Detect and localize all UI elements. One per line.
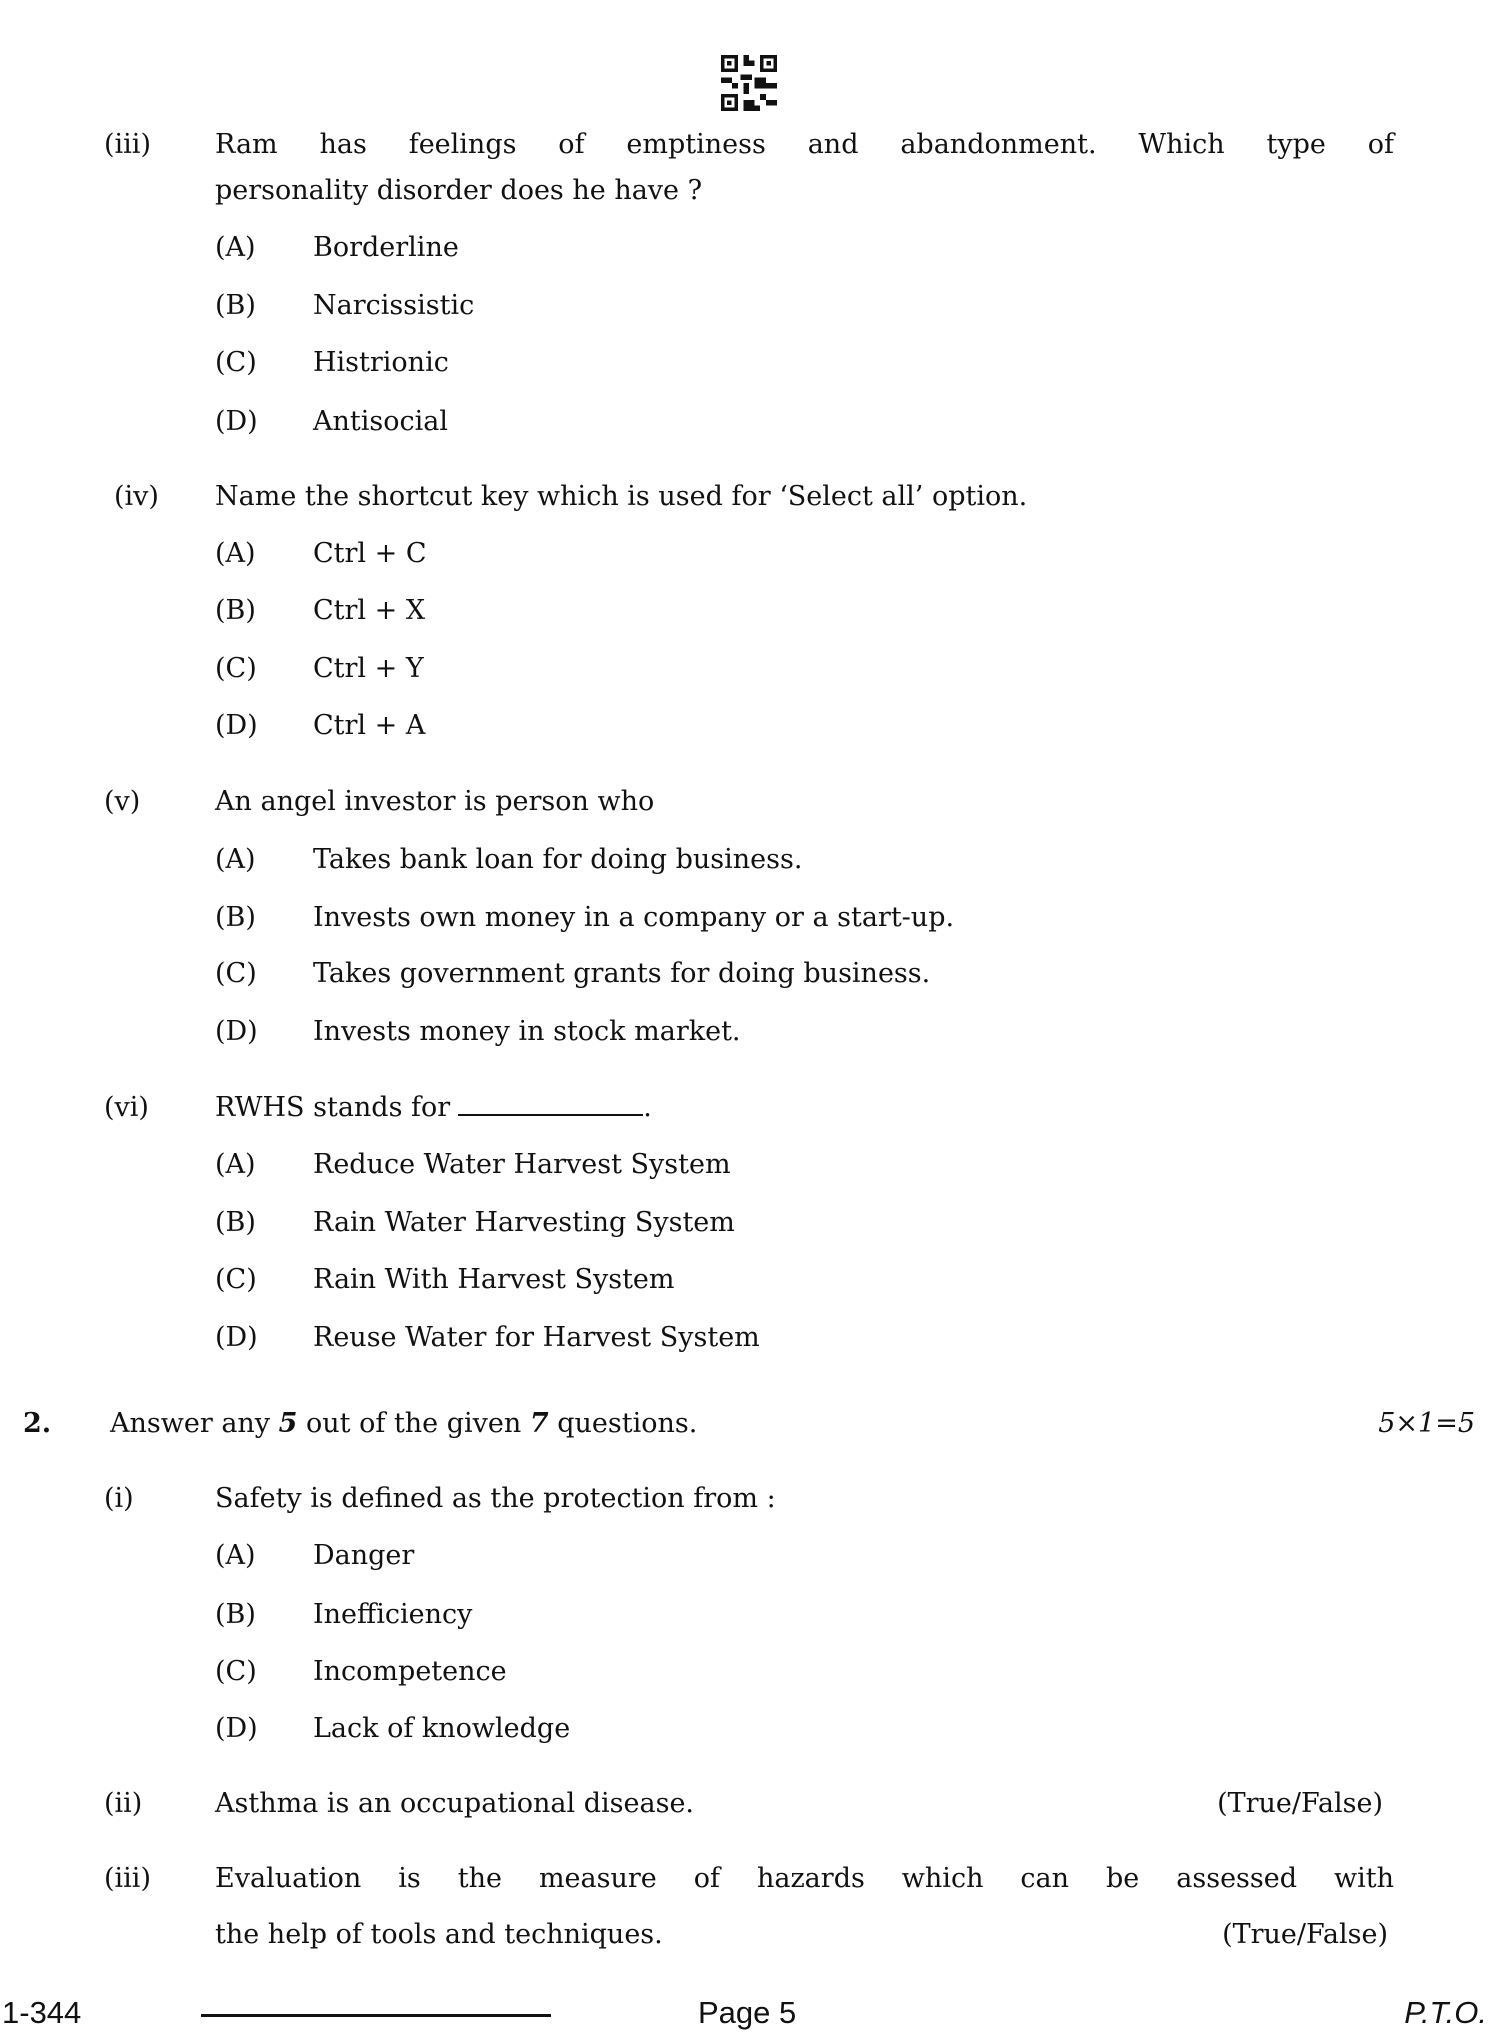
option-letter: (A) — [215, 232, 256, 263]
option-letter: (C) — [215, 958, 257, 989]
option-letter: (B) — [215, 902, 256, 933]
question-label: (iii) — [104, 1863, 151, 1894]
option-letter: (B) — [215, 1207, 256, 1238]
question-text: Safety is defined as the protection from : — [215, 1483, 776, 1514]
option-letter: (D) — [215, 406, 258, 437]
option-text: Ctrl + C — [313, 538, 427, 569]
option-letter: (A) — [215, 1540, 256, 1571]
question-text: An angel investor is person who — [215, 786, 655, 817]
option-letter: (C) — [215, 347, 257, 378]
option-letter: (C) — [215, 1656, 257, 1687]
instruction-count: 5 — [278, 1408, 298, 1439]
please-turn-over: P.T.O. — [1404, 1995, 1487, 2030]
option-text: Incompetence — [313, 1656, 507, 1687]
paper-code: 1-344 — [2, 1995, 82, 2030]
question-text: the help of tools and techniques. — [215, 1919, 663, 1950]
option-letter: (B) — [215, 1599, 256, 1630]
question-text-end: . — [643, 1092, 652, 1123]
instruction-text: questions. — [548, 1408, 698, 1439]
answer-type: (True/False) — [1222, 1919, 1388, 1950]
answer-type: (True/False) — [1217, 1788, 1383, 1819]
qr-code-icon — [720, 55, 778, 111]
marks: 5×1=5 — [1378, 1408, 1475, 1439]
option-text: Takes government grants for doing business. — [313, 958, 931, 989]
option-text: Danger — [313, 1540, 415, 1571]
question-text: personality disorder does he have ? — [215, 175, 703, 206]
instruction-total: 7 — [529, 1408, 549, 1439]
question-instruction — [110, 1406, 697, 1442]
option-text: Reduce Water Harvest System — [313, 1149, 731, 1180]
option-letter: (C) — [215, 1264, 257, 1295]
option-letter: (D) — [215, 1322, 258, 1353]
option-text: Ctrl + A — [313, 710, 426, 741]
option-text: Reuse Water for Harvest System — [313, 1322, 760, 1353]
option-text: Borderline — [313, 232, 459, 263]
option-text: Takes bank loan for doing business. — [313, 844, 803, 875]
option-letter: (D) — [215, 1016, 258, 1047]
option-text: Rain With Harvest System — [313, 1264, 675, 1295]
instruction-text: out of the given — [297, 1408, 530, 1439]
fill-in-blank — [458, 1092, 643, 1116]
option-text: Narcissistic — [313, 290, 475, 321]
option-text: Ctrl + Y — [313, 653, 424, 684]
option-letter: (D) — [215, 1713, 258, 1744]
option-text: Invests own money in a company or a start-up. — [313, 902, 955, 933]
option-text: Invests money in stock market. — [313, 1016, 741, 1047]
question-text: Asthma is an occupational disease. — [215, 1788, 694, 1819]
instruction-text: Answer any — [110, 1408, 279, 1439]
question-label: (i) — [104, 1483, 134, 1514]
option-text: Inefficiency — [313, 1599, 473, 1630]
page-number: Page 5 — [698, 1995, 797, 2030]
option-text: Histrionic — [313, 347, 449, 378]
question-text — [215, 1090, 652, 1126]
option-letter: (C) — [215, 653, 257, 684]
question-text: Name the shortcut key which is used for ‘Select all’ option. — [215, 481, 1028, 512]
question-label: (iii) — [104, 129, 151, 160]
option-text: Antisocial — [313, 406, 448, 437]
question-label: (vi) — [104, 1092, 149, 1123]
option-text: Ctrl + X — [313, 595, 426, 626]
option-letter: (D) — [215, 710, 258, 741]
question-label: (v) — [104, 786, 141, 817]
option-text: Lack of knowledge — [313, 1713, 571, 1744]
question-text: Evaluation is the measure of hazards which can be assessed with — [215, 1863, 1394, 1894]
question-number: 2. — [23, 1408, 52, 1439]
question-text: Ram has feelings of emptiness and abandonment. Which type of — [215, 129, 1394, 160]
question-label: (ii) — [104, 1788, 143, 1819]
footer-rule — [201, 2014, 551, 2017]
option-letter: (A) — [215, 1149, 256, 1180]
option-letter: (B) — [215, 595, 256, 626]
option-letter: (B) — [215, 290, 256, 321]
option-letter: (A) — [215, 844, 256, 875]
option-text: Rain Water Harvesting System — [313, 1207, 735, 1238]
question-text-start: RWHS stands for — [215, 1092, 451, 1123]
question-label: (iv) — [114, 481, 159, 512]
option-letter: (A) — [215, 538, 256, 569]
